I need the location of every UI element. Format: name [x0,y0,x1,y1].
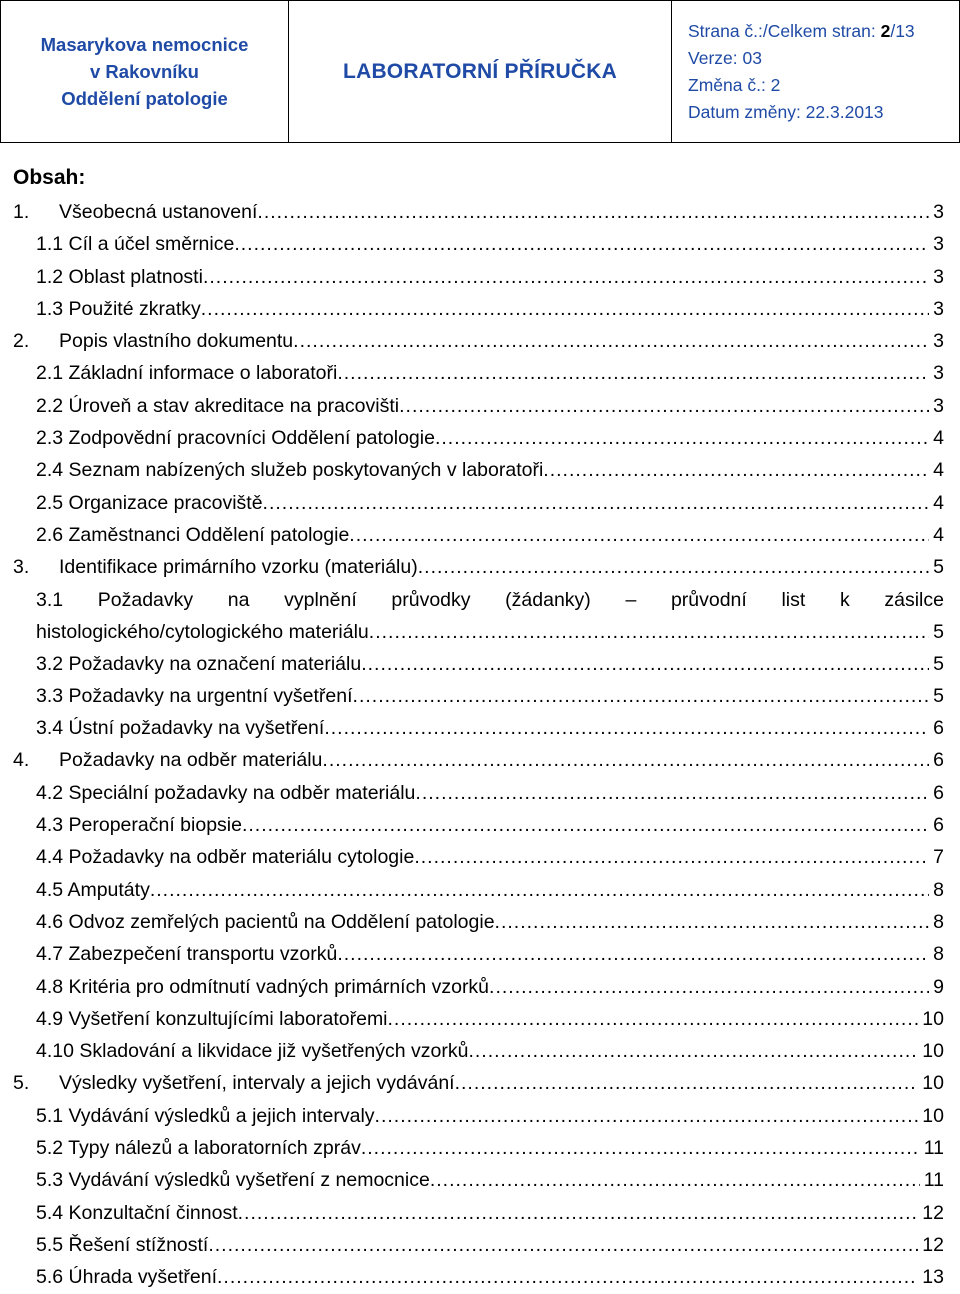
toc-entry-line [36,524,944,547]
toc-leader-dots [263,492,930,515]
toc-leader-dots [203,266,929,289]
toc-entry-text: 2.2 Úroveň a stav akreditace na pracovišti [36,394,400,417]
toc-entry-line1 [36,589,944,612]
toc-page-number: 12 [922,1233,944,1256]
current-page: 2 [880,20,891,41]
toc-entry[interactable] [0,1035,960,1067]
toc-page-number: 3 [933,362,944,385]
toc-entry-word: vyplnění [284,588,357,611]
toc-leader-dots [238,1202,919,1225]
toc-entry-text: 4.6 Odvoz zemřelých pacientů na Oddělení patologie [36,910,495,933]
toc-section-number: 5. [13,1072,30,1095]
document-title-cell [289,1,672,143]
toc-leader-dots [435,427,929,450]
toc-page-number: 7 [933,846,944,869]
toc-leader-dots [361,653,929,676]
toc-leader-dots [369,621,929,644]
toc-entry-text: Požadavky na odběr materiálu [59,749,323,772]
toc-entry-text: histologického/cytologického materiálu [36,620,369,643]
toc-entry-line [36,266,944,289]
toc-leader-dots [349,524,929,547]
toc-entry[interactable] [0,584,960,648]
toc-entry-text: 2.3 Zodpovědní pracovníci Oddělení patologie [36,427,435,450]
toc-entry-word: k [839,588,850,611]
toc-leader-dots [324,717,929,740]
document-meta-cell [672,1,960,143]
toc-entry-word: list [781,588,806,611]
toc-entry[interactable] [0,744,960,776]
toc-page-number: 10 [922,1007,944,1030]
toc-entry-line [36,782,944,805]
toc-entry[interactable] [0,519,960,551]
version-label: Verze: 03 [688,47,762,68]
toc-entry[interactable] [0,325,960,357]
toc-leader-dots [150,879,929,902]
toc-entry-line [36,395,944,418]
toc-entry-line [36,943,944,966]
toc-entry-text: Všeobecná ustanovení [59,201,258,223]
toc-entry-word: zásilce [884,588,944,611]
toc-entry[interactable] [0,938,960,970]
toc-entry-text: 3.3 Požadavky na urgentní vyšetření [36,684,353,707]
toc-entry-line [36,846,944,869]
toc-page-number: 3 [933,330,944,353]
toc-entry-text: 4.7 Zabezpečení transportu vzorků [36,943,338,966]
toc-entry-line [59,201,944,224]
change-number: Změna č.: 2 [688,74,781,95]
toc-leader-dots [543,459,929,482]
toc-page-number: 6 [933,781,944,804]
toc-leader-dots [293,330,929,353]
toc-entry-word: průvodky [391,588,471,611]
toc-entry[interactable] [0,454,960,486]
toc-page-number: 8 [933,910,944,933]
toc-leader-dots [415,782,929,805]
toc-entry-text: 4.5 Amputáty [36,878,150,901]
toc-entry-text: 5.4 Konzultační činnost [36,1201,238,1224]
toc-leader-dots [489,976,929,999]
toc-page-number: 4 [933,491,944,514]
total-pages: /13 [890,20,915,41]
toc-page-number: 12 [922,1201,944,1224]
toc-entry-text: Identifikace primárního vzorku (materiálu) [59,556,418,579]
toc-entry[interactable] [0,1197,960,1229]
toc-page-number: 4 [933,427,944,450]
toc-entry-line [36,685,944,708]
toc-entry[interactable] [0,648,960,680]
toc-entry-text: 4.10 Skladování a likvidace již vyšetřených vzorků [36,1040,469,1063]
toc-entry-word: na [227,588,250,611]
toc-entry-text: 5.3 Vydávání výsledků vyšetření z nemocnice [36,1169,430,1192]
toc-entry-text: 2.5 Organizace pracoviště [36,491,263,514]
toc-entry[interactable] [0,196,960,228]
toc-page-number: 3 [933,265,944,288]
toc-entry-text: 5.6 Úhrada vyšetření [36,1266,218,1289]
toc-entry-line [36,1169,944,1192]
toc-entry-line [36,1008,944,1031]
toc-entry-word: (žádanky) [505,588,591,611]
toc-entry[interactable] [0,841,960,873]
toc-entry[interactable] [0,551,960,583]
toc-page-number: 4 [933,459,944,482]
toc-entry[interactable] [0,357,960,389]
toc-entry-line [36,1234,944,1257]
toc-entry-text: 2.6 Zaměstnanci Oddělení patologie [36,523,350,546]
toc-page-number: 11 [923,1137,944,1160]
toc-leader-dots [337,362,929,385]
toc-leader-dots [455,1072,919,1095]
toc-entry[interactable] [0,1164,960,1196]
toc-page-number: 10 [922,1104,944,1127]
toc-entry-line [36,653,944,676]
toc-page-number: 3 [933,394,944,417]
toc-entry[interactable] [0,487,960,519]
toc-entry-text: Popis vlastního dokumentu [59,330,294,353]
toc-leader-dots [495,911,930,934]
table-of-contents [0,196,960,1294]
toc-entry[interactable] [0,1067,960,1099]
toc-entry-text: 4.3 Peroperační biopsie [36,814,242,837]
toc-entry-text: 1.3 Použité zkratky [36,297,201,320]
toc-entry[interactable] [0,390,960,422]
toc-section-number: 3. [13,556,30,579]
toc-entry-line [36,1202,944,1225]
document-title: LABORATORNÍ PŘÍRUČKA [343,59,617,83]
page-counter: Strana č.:/Celkem stran: 2/13 [688,20,915,41]
toc-entry-text: 4.4 Požadavky na odběr materiálu cytologie [36,846,415,869]
toc-entry[interactable] [0,1100,960,1132]
toc-entry-word: – [625,588,637,611]
toc-entry[interactable] [0,422,960,454]
toc-entry-line [59,749,944,772]
change-date: Datum změny: 22.3.2013 [688,101,884,122]
toc-entry-text: 2.1 Základní informace o laboratoři [36,362,338,385]
toc-entry-line [59,330,944,353]
toc-leader-dots [418,556,929,579]
toc-page-number: 10 [922,1040,944,1063]
toc-page-number: 8 [933,943,944,966]
toc-entry[interactable] [0,1261,960,1293]
toc-entry[interactable] [0,1132,960,1164]
toc-page-number: 8 [933,878,944,901]
toc-section-number: 1. [13,201,30,223]
toc-entry-text: 2.4 Seznam nabízených služeb poskytovaných v laboratoři [36,459,544,482]
toc-section-number: 2. [13,330,30,353]
toc-entry-line [36,1266,944,1289]
toc-entry-line [36,814,944,837]
toc-entry-line [36,362,944,385]
toc-entry[interactable] [0,680,960,712]
department-name: Oddělení patologie [61,88,228,109]
toc-leader-dots [201,298,929,321]
toc-entry-text: 5.2 Typy nálezů a laboratorních zpráv [36,1137,361,1160]
toc-entry-word: 3.1 [36,588,64,611]
toc-leader-dots [242,814,929,837]
toc-entry-line [36,233,944,256]
toc-page-number: 13 [922,1266,944,1289]
toc-page-number: 4 [933,523,944,546]
toc-leader-dots [208,1234,918,1257]
toc-section-number: 4. [13,749,30,772]
toc-page-number: 5 [933,684,944,707]
toc-entry[interactable] [0,1003,960,1035]
toc-entry-word: Požadavky [97,588,194,611]
toc-title: Obsah: [13,166,86,189]
toc-entry-text: 3.2 Požadavky na označení materiálu [36,652,362,675]
organization-location: v Rakovníku [90,61,199,82]
toc-entry-word: průvodní [670,588,747,611]
toc-entry[interactable] [0,971,960,1003]
toc-entry-line [36,298,944,321]
toc-leader-dots [217,1266,918,1289]
toc-page-number: 9 [933,975,944,998]
toc-entry[interactable] [0,809,960,841]
toc-page-number: 6 [933,814,944,837]
toc-entry-text: 3.4 Ústní požadavky na vyšetření [36,717,325,740]
toc-page-number: 3 [933,201,944,223]
toc-entry-line [36,492,944,515]
toc-entry[interactable] [0,1229,960,1261]
toc-page-number: 5 [933,652,944,675]
organization-name: Masarykova nemocnice [40,34,249,55]
toc-leader-dots [257,201,929,224]
toc-leader-dots [322,749,929,772]
toc-entry-text: 4.2 Speciální požadavky na odběr materiálu [36,781,416,804]
toc-leader-dots [414,846,929,869]
toc-entry[interactable] [0,712,960,744]
toc-page-number: 11 [923,1169,944,1192]
toc-entry-text: 4.8 Kritéria pro odmítnutí vadných primárních vzorků [36,975,490,998]
toc-entry-text: 1.2 Oblast platnosti [36,265,203,288]
toc-entry[interactable] [0,261,960,293]
toc-entry-line [36,459,944,482]
toc-entry[interactable] [0,293,960,325]
toc-page-number: 10 [922,1072,944,1095]
toc-page-number: 6 [933,749,944,772]
toc-entry-text: Výsledky vyšetření, intervaly a jejich vydávání [59,1072,455,1095]
toc-entry-line [36,976,944,999]
organization-cell [1,1,289,143]
toc-leader-dots [361,1137,920,1160]
document-header [0,0,960,143]
toc-page-number: 3 [933,233,944,256]
toc-leader-dots [399,395,929,418]
toc-entry-line [36,717,944,740]
toc-entry-line [36,879,944,902]
toc-leader-dots [353,685,930,708]
toc-entry-text: 5.5 Řešení stížností [36,1233,209,1256]
toc-leader-dots [234,233,929,256]
toc-leader-dots [388,1008,919,1031]
toc-page-number: 5 [933,620,944,643]
toc-entry[interactable] [0,228,960,260]
toc-page-number: 5 [933,556,944,579]
toc-entry-line [36,427,944,450]
toc-entry-line [36,1105,944,1128]
toc-entry-line2 [36,621,944,644]
toc-leader-dots [337,943,929,966]
toc-entry-line [36,1137,944,1160]
toc-page-number: 3 [933,297,944,320]
toc-entry[interactable] [0,777,960,809]
toc-leader-dots [375,1105,919,1128]
toc-entry[interactable] [0,906,960,938]
toc-entry-line [36,1040,944,1063]
toc-entry-text: 4.9 Vyšetření konzultujícími laboratořemi [36,1007,388,1030]
toc-entry[interactable] [0,874,960,906]
toc-leader-dots [468,1040,918,1063]
toc-entry-text: 5.1 Vydávání výsledků a jejich intervaly [36,1104,375,1127]
toc-page-number: 6 [933,717,944,740]
toc-entry-text: 1.1 Cíl a účel směrnice [36,233,235,256]
toc-entry-line [59,556,944,579]
toc-entry-line [36,911,944,934]
toc-entry-line [59,1072,944,1095]
toc-leader-dots [430,1169,920,1192]
